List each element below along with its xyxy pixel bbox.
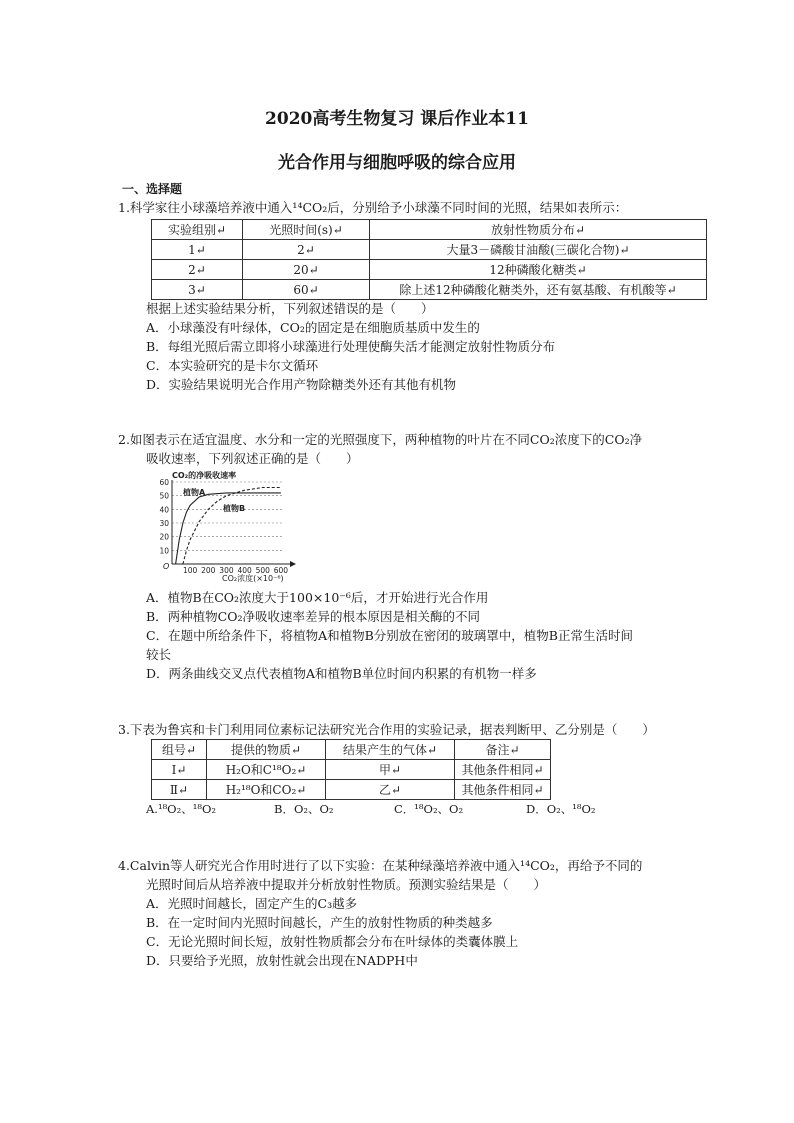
q2-stem-line2: 吸收速率，下列叙述正确的是（ ）	[146, 451, 359, 466]
q4-option-d: D．只要给予光照，放射性就会出现在NADPH中	[146, 953, 418, 968]
q2-option-d: D．两条曲线交叉点代表植物A和植物B单位时间内积累的有机物一样多	[146, 666, 537, 681]
section-heading: 一、选择题	[122, 182, 183, 196]
table-cell: H₂¹⁸O和CO₂↵	[207, 780, 326, 800]
table-header: 结果产生的气体↵	[326, 740, 455, 760]
q1-question: 根据上述实验结果分析，下列叙述错误的是（ ）	[146, 301, 434, 316]
q2-option-a: A．植物B在CO₂浓度大于100×10⁻⁶后，才开始进行光合作用	[146, 590, 489, 605]
q4-stem-line1: 4.Calvin等人研究光合作用时进行了以下实验：在某种绿藻培养液中通入¹⁴CO₂，再给予不同的	[118, 858, 643, 873]
x-tick-label: 200	[201, 566, 216, 575]
table-row	[152, 740, 551, 760]
q1-option-b: B．每组光照后需立即将小球藻进行处理使酶失活才能测定放射性物质分布	[146, 339, 556, 354]
table-cell: 60↵	[243, 280, 370, 300]
q3-option-a: A.¹⁸O₂、¹⁸O₂	[146, 802, 216, 816]
table-row	[152, 260, 707, 280]
table-row	[152, 240, 707, 260]
x-tick-label: 500	[255, 566, 270, 575]
x-tick-label: 300	[219, 566, 234, 575]
document-title: 2020高考生物复习 课后作业本11	[265, 109, 529, 129]
q4-option-b: B．在一定时间内光照时间越长，产生的放射性物质的种类越多	[146, 915, 493, 930]
table-header: 光照时间(s)↵	[243, 220, 370, 240]
legend-plant-a: 植物A	[183, 488, 206, 497]
y-tick-label: 30	[159, 519, 169, 528]
x-tick-label: 400	[237, 566, 252, 575]
table-cell: 其他条件相同↵	[455, 760, 551, 780]
q3-options	[146, 800, 706, 819]
q2-option-c: C．在题中所给条件下，将植物A和植物B分别放在密闭的玻璃罩中，植物B正常生活时间	[146, 628, 633, 643]
x-axis-arrow	[290, 561, 296, 567]
table-cell: H₂O和C¹⁸O₂↵	[207, 760, 326, 780]
origin-label: O	[163, 562, 170, 571]
table-header: 组号↵	[152, 740, 207, 760]
chart-title: CO₂的净吸收速率	[172, 471, 237, 480]
q1-option-d: D．实验结果说明光合作用产物除糖类外还有其他有机物	[146, 377, 457, 392]
q1-option-c: C．本实验研究的是卡尔文循环	[146, 358, 319, 373]
q3-option-c: C．¹⁸O₂、O₂	[394, 802, 464, 816]
q3-stem: 3.下表为鲁宾和卡门利用同位素标记法研究光合作用的实验记录，据表判断甲、乙分别是（ ）	[118, 722, 655, 737]
x-axis-label: CO₂浓度(×10⁻⁶)	[222, 574, 284, 583]
y-tick-label: 40	[159, 505, 169, 515]
table-cell: Ⅱ↵	[152, 780, 207, 800]
table-cell: 20↵	[243, 260, 370, 280]
table-cell: 除上述12种磷酸化糖类外，还有氨基酸、有机酸等↵	[370, 280, 707, 300]
table-cell: 2↵	[152, 260, 243, 280]
table-header: 放射性物质分布↵	[370, 220, 707, 240]
q2-option-b: B．两种植物CO₂净吸收速率差异的根本原因是相关酶的不同	[146, 609, 481, 624]
x-tick-label: 100	[182, 566, 198, 575]
y-tick-label: 20	[159, 532, 169, 542]
table-row	[152, 760, 551, 780]
q3-option-b: B．O₂、O₂	[274, 802, 334, 816]
table-cell: 12种磷酸化糖类↵	[370, 260, 707, 280]
table-cell: Ⅰ↵	[152, 760, 207, 780]
q2-option-c-cont: 较长	[146, 647, 172, 662]
table-cell: 大量3－磷酸甘油酸(三碳化合物)↵	[370, 240, 707, 260]
q3-option-d: D．O₂、¹⁸O₂	[526, 802, 596, 816]
table-row	[152, 220, 707, 240]
table-cell: 2↵	[243, 240, 370, 260]
table-cell: 甲↵	[326, 760, 455, 780]
y-tick-label: 50	[159, 491, 169, 501]
table-cell: 其他条件相同↵	[455, 780, 551, 800]
q1-option-a: A．小球藻没有叶绿体，CO₂的固定是在细胞质基质中发生的	[146, 320, 480, 335]
q4-stem-line2: 光照时间后从培养液中提取并分析放射性物质。预测实验结果是（ ）	[146, 877, 547, 892]
y-tick-labels	[159, 478, 169, 555]
table-cell: 3↵	[152, 280, 243, 300]
table-row	[152, 780, 551, 800]
q4-option-c: C．无论光照时间长短，放射性物质都会分布在叶绿体的类囊体膜上	[146, 934, 519, 949]
q1-stem: 1.科学家往小球藻培养液中通入¹⁴CO₂后，分别给予小球藻不同时间的光照，结果如表所示：	[118, 200, 628, 215]
q2-stem-line1: 2.如图表示在适宜温度、水分和一定的光照强度下，两种植物的叶片在不同CO₂浓度下的CO₂净	[118, 432, 643, 447]
q3-table	[151, 739, 551, 800]
table-cell: 1↵	[152, 240, 243, 260]
y-tick-label: 10	[159, 546, 169, 556]
co2-absorption-chart	[150, 468, 300, 586]
table-header: 实验组别↵	[152, 220, 243, 240]
table-cell: 乙↵	[326, 780, 455, 800]
table-row	[152, 280, 707, 300]
table-header: 备注↵	[455, 740, 551, 760]
table-header: 提供的物质↵	[207, 740, 326, 760]
document-subtitle: 光合作用与细胞呼吸的综合应用	[278, 153, 516, 173]
legend-plant-b: 植物B	[223, 504, 246, 513]
q4-option-a: A．光照时间越长，固定产生的C₃越多	[146, 896, 358, 911]
x-tick-label: 600	[273, 566, 289, 575]
q1-table	[151, 219, 707, 300]
y-tick-label: 60	[159, 478, 169, 487]
